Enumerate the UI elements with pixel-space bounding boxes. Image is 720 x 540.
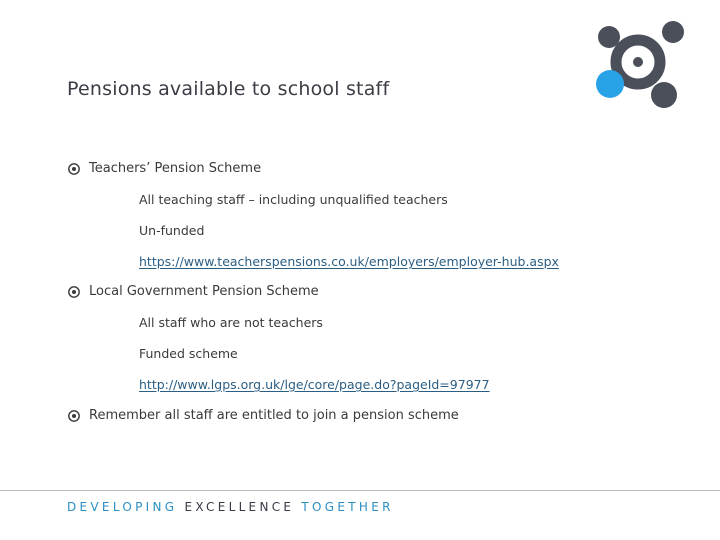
bullet-item-lgps bbox=[67, 284, 319, 299]
bullet-label: Local Government Pension Scheme bbox=[89, 284, 319, 299]
sub-item: Un-funded bbox=[139, 223, 205, 238]
footer-word-developing: DEVELOPING bbox=[67, 500, 178, 514]
footer-tagline bbox=[67, 500, 394, 514]
bullet-label: Teachers’ Pension Scheme bbox=[89, 161, 262, 176]
sub-item: Funded scheme bbox=[139, 346, 238, 361]
bullet-item-reminder bbox=[67, 408, 459, 423]
page-title: Pensions available to school staff bbox=[67, 78, 390, 100]
footer-divider bbox=[0, 490, 720, 491]
circle-dot-icon bbox=[67, 409, 81, 423]
sub-item: All teaching staff – including unqualified teachers bbox=[139, 192, 448, 207]
sub-item: All staff who are not teachers bbox=[139, 315, 323, 330]
molecule-logo-icon bbox=[590, 16, 690, 116]
teachers-pension-link[interactable]: https://www.teacherspensions.co.uk/employers/employer-hub.aspx bbox=[139, 254, 559, 269]
footer-word-together: TOGETHER bbox=[301, 500, 394, 514]
footer-word-excellence: EXCELLENCE bbox=[184, 500, 295, 514]
bullet-item-teachers-pension bbox=[67, 161, 261, 176]
circle-dot-icon bbox=[67, 162, 81, 176]
lgps-link[interactable]: http://www.lgps.org.uk/lge/core/page.do?pageId=97977 bbox=[139, 377, 490, 392]
bullet-label: Remember all staff are entitled to join a pension scheme bbox=[89, 408, 459, 423]
circle-dot-icon bbox=[67, 285, 81, 299]
